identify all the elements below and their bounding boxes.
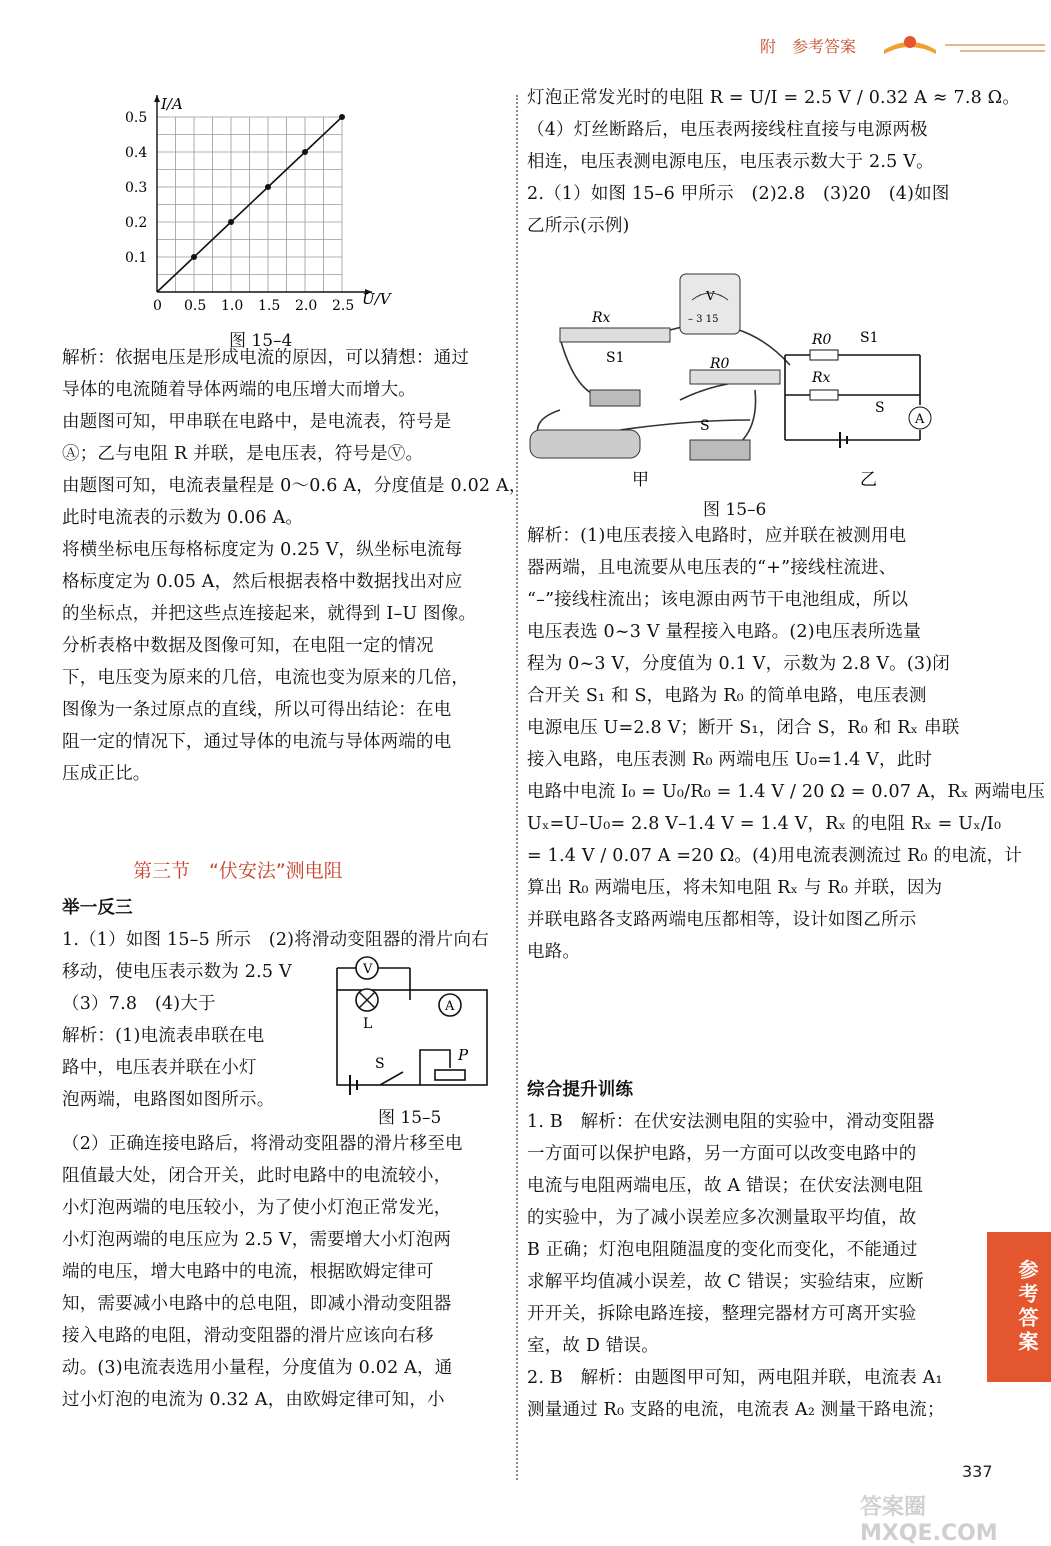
- figure-label: S1: [860, 330, 879, 346]
- text-line: 1. B 解析：在伏安法测电阻的实验中，滑动变阻器: [527, 1112, 935, 1132]
- figure-label: – 3 15: [688, 314, 719, 325]
- text-line: 压成正比。: [62, 764, 151, 784]
- chart-ticks: [125, 110, 354, 314]
- figure-label: R0: [812, 332, 832, 348]
- circuit-fig6: [520, 270, 950, 500]
- answer-side-tab: 参考答案: [987, 1232, 1051, 1382]
- text-line: 分析表格中数据及图像可知，在电阻一定的情况: [62, 636, 434, 656]
- data-point: [228, 219, 234, 225]
- text-line: 电流与电阻两端电压，故 A 错误；在伏安法测电阻: [527, 1176, 924, 1196]
- x-axis-label: U/V: [362, 290, 391, 308]
- text-line: 下，电压变为原来的几倍，电流也变为原来的几倍，: [62, 668, 470, 688]
- text-line: 小灯泡两端的电压应为 2.5 V，需要增大小灯泡两: [62, 1230, 452, 1250]
- text-line: 相连，电压表测电源电压，电压表示数大于 2.5 V。: [527, 152, 934, 172]
- x-tick-label: 1.5: [258, 298, 281, 314]
- text-line: 乙所示(示例): [527, 216, 630, 236]
- watermark: 答案圈 MXQE.COM: [860, 1495, 998, 1546]
- figure-label: S: [875, 400, 885, 416]
- text-line: 此时电流表的示数为 0.06 A。: [62, 508, 304, 528]
- right-top: [527, 82, 1020, 242]
- figure-label: Rx: [592, 310, 611, 326]
- right-questions: [527, 1106, 945, 1426]
- r0-resistor-icon: [690, 370, 780, 384]
- header-rule-2: [960, 50, 1045, 52]
- text-line: 室，故 D 错误。: [527, 1336, 659, 1356]
- figure-label: P: [458, 1046, 469, 1064]
- text-line: 接入电路，电压表测 R₀ 两端电压 U₀=1.4 V，此时: [527, 750, 933, 770]
- text-line: 图像为一条过原点的直线，所以可得出结论：在电: [62, 700, 452, 720]
- column-divider: [516, 95, 518, 1480]
- text-line: 小灯泡两端的电压较小，为了使小灯泡正常发光，: [62, 1198, 452, 1218]
- text-line: 的实验中，为了减小误差应多次测量取平均值，故: [527, 1208, 917, 1228]
- y-axis-label: I/A: [161, 95, 183, 113]
- y-tick-label: 0.1: [125, 250, 148, 266]
- fig6-caption: 图 15–6: [703, 500, 767, 520]
- text-line: “–”接线柱流出；该电源由两节干电池组成，所以: [527, 590, 909, 610]
- text-line: 解析：依据电压是形成电流的原因，可以猜想：通过: [62, 348, 470, 368]
- figure-label: A: [445, 999, 455, 1014]
- data-point: [339, 114, 345, 120]
- text-line: 算出 R₀ 两端电压，将未知电阻 Rₓ 与 R₀ 并联，因为: [527, 878, 943, 898]
- text-line: 过小灯泡的电流为 0.32 A，由欧姆定律可知，小: [62, 1390, 445, 1410]
- text-line: 电路。: [527, 942, 581, 962]
- text-line: 合开关 S₁ 和 S，电路为 R₀ 的简单电路，电压表测: [527, 686, 927, 706]
- text-line: 一方面可以保护电路，另一方面可以改变电路中的: [527, 1144, 917, 1164]
- text-line: （2）正确连接电路后，将滑动变阻器的滑片移至电: [62, 1134, 463, 1154]
- figure-label: A: [915, 412, 925, 427]
- y-tick-label: 0.5: [125, 110, 148, 126]
- x-tick-label: 0.5: [184, 298, 207, 314]
- text-line: 1.（1）如图 15–5 所示 (2)将滑动变阻器的滑片向右: [62, 930, 489, 950]
- header-title: 附 参考答案: [760, 37, 857, 56]
- text-line: 将横坐标电压每格标度定为 0.25 V，纵坐标电流每: [62, 540, 463, 560]
- battery-icon: [530, 430, 640, 458]
- data-point: [302, 149, 308, 155]
- subhead-zhts: 综合提升训练: [527, 1080, 634, 1100]
- figure-label: V: [706, 289, 715, 303]
- x-tick-label: 0: [153, 298, 162, 314]
- text-line: 求解平均值减小误差，故 C 错误；实验结束，应断: [527, 1272, 924, 1292]
- text-line: Ⓐ；乙与电阻 R 并联，是电压表，符号是Ⓥ。: [62, 444, 424, 464]
- chart-series: [157, 114, 345, 292]
- figure-label: V: [363, 962, 373, 977]
- text-line: 电路中电流 I₀ = U₀/R₀ = 1.4 V / 20 Ω = 0.07 A，Rₓ 两端电压: [527, 782, 1046, 802]
- y-tick-label: 0.2: [125, 215, 148, 231]
- text-line: 由题图可知，电流表量程是 0～0.6 A，分度值是 0.02 A，: [62, 476, 527, 496]
- data-point: [265, 184, 271, 190]
- text-line: 阻一定的情况下，通过导体的电流与导体两端的电: [62, 732, 452, 752]
- figure-label: 乙: [860, 470, 877, 490]
- fig5-caption: 图 15–5: [378, 1108, 442, 1128]
- chart-axes: [154, 95, 393, 308]
- text-line: 2. B 解析：由题图甲可知，两电阻并联，电流表 A₁: [527, 1368, 943, 1388]
- x-tick-label: 1.0: [221, 298, 244, 314]
- text-line: 并联电路各支路两端电压都相等，设计如图乙所示: [527, 910, 917, 930]
- figure-label: R0: [710, 356, 730, 372]
- figure-label: Rx: [812, 370, 831, 386]
- figure-label: S: [375, 1056, 385, 1072]
- switch-s1-icon: [590, 390, 640, 406]
- text-line: 导体的电流随着导体两端的电压增大而增大。: [62, 380, 416, 400]
- text-line: 2.（1）如图 15–6 甲所示 (2)2.8 (3)20 (4)如图: [527, 184, 950, 204]
- book-logo-icon: [880, 30, 940, 58]
- text-line: 开开关，拆除电路连接，整理完器材方可离开实验: [527, 1304, 917, 1324]
- figure-label: L: [363, 1016, 373, 1032]
- text-line: 路中，电压表并联在小灯: [62, 1058, 257, 1078]
- text-line: 程为 0~3 V，分度值为 0.1 V，示数为 2.8 V。(3)闭: [527, 654, 950, 674]
- iu-chart: [110, 80, 430, 340]
- text-line: 电压表选 0~3 V 量程接入电路。(2)电压表所选量: [527, 622, 921, 642]
- y-tick-label: 0.3: [125, 180, 148, 196]
- text-line: 知，需要减小电路中的总电阻，即减小滑动变阻器: [62, 1294, 452, 1314]
- data-point: [191, 254, 197, 260]
- figure-label: S1: [606, 350, 625, 366]
- text-line: 解析：(1)电压表接入电路时，应并联在被测用电: [527, 526, 907, 546]
- left-analysis: [62, 342, 527, 790]
- text-line: 由题图可知，甲串联在电路中，是电流表，符号是: [62, 412, 452, 432]
- text-line: 的坐标点，并把这些点连接起来，就得到 I–U 图像。: [62, 604, 477, 624]
- text-line: 动。(3)电流表选用小量程，分度值为 0.02 A，通: [62, 1358, 453, 1378]
- figure-label: S: [700, 418, 710, 434]
- y-arrow-icon: [154, 95, 160, 102]
- switch-s-icon: [690, 440, 750, 460]
- text-line: B 正确；灯泡电阻随温度的变化而变化，不能通过: [527, 1240, 918, 1260]
- voltmeter-device-icon: [680, 274, 740, 334]
- header-rule: [945, 44, 1045, 46]
- text-line: （4）灯丝断路后，电压表两接线柱直接与电源两极: [527, 120, 928, 140]
- y-tick-label: 0.4: [125, 145, 148, 161]
- right-analysis: [527, 520, 1045, 968]
- text-line: 灯泡正常发光时的电阻 R = U/I = 2.5 V / 0.32 A ≈ 7.8 Ω。: [527, 88, 1021, 108]
- figure-label: 甲: [632, 470, 649, 490]
- rheostat-icon: [435, 1070, 465, 1080]
- x-tick-label: 2.0: [295, 298, 318, 314]
- text-line: 器两端，且电流要从电压表的“+”接线柱流进、: [527, 558, 897, 578]
- q1-more: [62, 1128, 463, 1416]
- page-number: 337: [962, 1462, 993, 1481]
- text-line: 阻值最大处，闭合开关，此时电路中的电流较小，: [62, 1166, 452, 1186]
- circuit-fig5: [325, 950, 500, 1100]
- text-line: 泡两端，电路图如图所示。: [62, 1090, 275, 1110]
- text-line: 解析：(1)电流表串联在电: [62, 1026, 265, 1046]
- section-title: 第三节 “伏安法”测电阻: [133, 860, 343, 882]
- text-line: 接入电路的电阻，滑动变阻器的滑片应该向右移: [62, 1326, 434, 1346]
- text-line: = 1.4 V / 0.07 A =20 Ω。(4)用电流表测流过 R₀ 的电流，计: [527, 846, 1023, 866]
- text-line: 端的电压，增大电路中的电流，根据欧姆定律可: [62, 1262, 434, 1282]
- text-line: 移动，使电压表示数为 2.5 V: [62, 962, 292, 982]
- fig4-caption: 图 15–4: [229, 331, 293, 351]
- text-line: 电源电压 U=2.8 V；断开 S₁，闭合 S，R₀ 和 Rₓ 串联: [527, 718, 960, 738]
- text-line: （3）7.8 (4)大于: [62, 994, 216, 1014]
- text-line: 测量通过 R₀ 支路的电流，电流表 A₂ 测量干路电流；: [527, 1400, 945, 1420]
- text-line: Uₓ=U–U₀= 2.8 V–1.4 V = 1.4 V，Rₓ 的电阻 Rₓ = Uₓ/I₀: [527, 814, 1002, 834]
- x-tick-label: 2.5: [332, 298, 355, 314]
- rx-resistor-icon: [560, 328, 670, 342]
- subhead-jyfs: 举一反三: [62, 898, 133, 918]
- text-line: 格标度定为 0.05 A，然后根据表格中数据找出对应: [62, 572, 463, 592]
